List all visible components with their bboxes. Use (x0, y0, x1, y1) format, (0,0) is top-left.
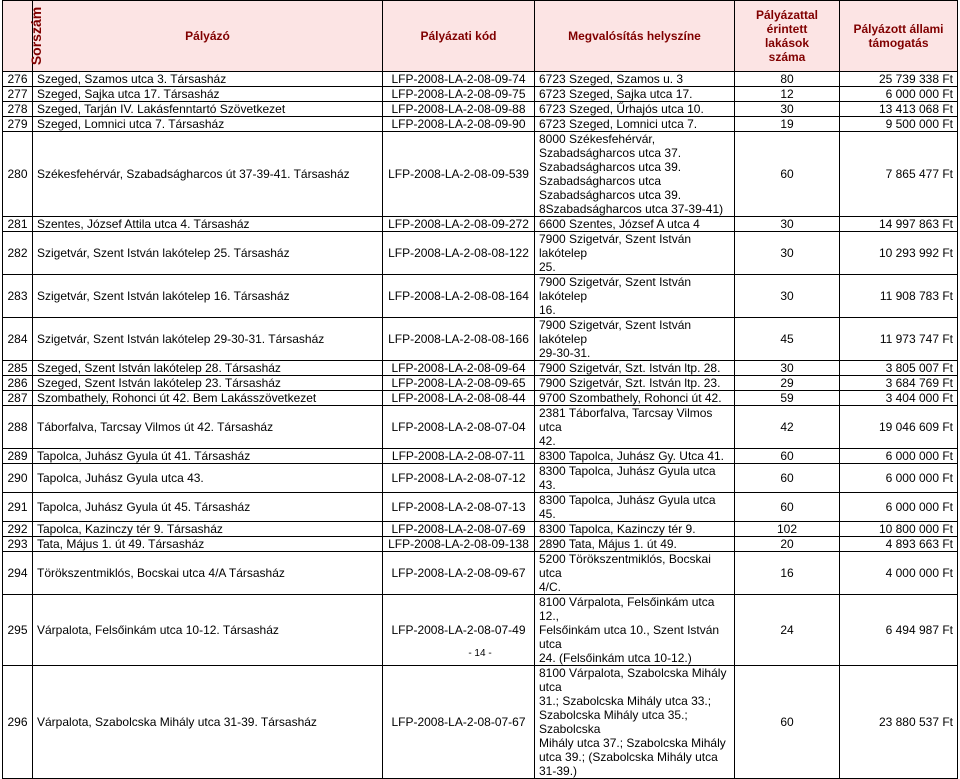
location-cell: 7900 Szigetvár, Szt. István ltp. 28. (535, 361, 735, 376)
grant-amount-cell: 23 880 537 Ft (840, 666, 958, 779)
flat-count-cell: 60 (735, 666, 840, 779)
table-row (3, 493, 958, 522)
row-number: 289 (3, 449, 33, 464)
grant-amount-cell: 4 893 663 Ft (840, 537, 958, 552)
row-number: 296 (3, 666, 33, 779)
header-support-line: támogatás (868, 36, 929, 50)
location-cell: 9700 Szombathely, Rohonci út 42. (535, 391, 735, 406)
flat-count-cell: 60 (735, 464, 840, 493)
location-cell: 8000 Székesfehérvár, Szabadságharcos utca 37. Szabadságharcos utca 39. Szabadságharcos utca Szabadságharcos utca 39. 8Szabadságharcos utca 37-39-41) (535, 132, 735, 217)
application-code-cell: LFP-2008-LA-2-08-07-49 (383, 595, 535, 666)
applicant-cell: Szeged, Lomnici utca 7. Társasház (33, 117, 383, 132)
application-code-cell: LFP-2008-LA-2-08-08-164 (383, 275, 535, 318)
flat-count-cell: 30 (735, 102, 840, 117)
location-cell: 7900 Szigetvár, Szent István lakótelep 25. (535, 232, 735, 275)
row-number: 294 (3, 552, 33, 595)
flat-count-cell: 30 (735, 232, 840, 275)
table-row (3, 666, 958, 779)
grant-amount-cell: 4 000 000 Ft (840, 552, 958, 595)
table-row (3, 537, 958, 552)
application-code-cell: LFP-2008-LA-2-08-08-44 (383, 391, 535, 406)
flat-count-cell: 30 (735, 361, 840, 376)
application-code-cell: LFP-2008-LA-2-08-07-13 (383, 493, 535, 522)
applicant-cell: Szombathely, Rohonci út 42. Bem Lakásszövetkezet (33, 391, 383, 406)
table-row (3, 552, 958, 595)
grant-amount-cell: 6 000 000 Ft (840, 87, 958, 102)
flat-count-cell: 19 (735, 117, 840, 132)
table-row (3, 87, 958, 102)
header-support-line: Pályázott állami (853, 22, 944, 36)
table-row (3, 72, 958, 87)
application-code-cell: LFP-2008-LA-2-08-09-539 (383, 132, 535, 217)
row-number: 277 (3, 87, 33, 102)
grant-amount-cell: 6 494 987 Ft (840, 595, 958, 666)
applicant-cell: Szigetvár, Szent István lakótelep 16. Társasház (33, 275, 383, 318)
row-number: 288 (3, 406, 33, 449)
applicant-cell: Szentes, József Attila utca 4. Társasház (33, 217, 383, 232)
header-place: Megvalósítás helyszíne (535, 1, 735, 72)
grant-amount-cell: 14 997 863 Ft (840, 217, 958, 232)
row-number: 287 (3, 391, 33, 406)
application-code-cell: LFP-2008-LA-2-08-07-67 (383, 666, 535, 779)
table-row (3, 522, 958, 537)
grant-amount-cell: 10 293 992 Ft (840, 232, 958, 275)
row-number: 282 (3, 232, 33, 275)
page-number: - 14 - (468, 648, 492, 659)
location-cell: 6600 Szentes, József A utca 4 (535, 217, 735, 232)
flat-count-cell: 60 (735, 132, 840, 217)
table-row (3, 376, 958, 391)
flat-count-cell: 102 (735, 522, 840, 537)
grant-amount-cell: 3 684 769 Ft (840, 376, 958, 391)
table-row (3, 275, 958, 318)
applicant-cell: Táborfalva, Tarcsay Vilmos út 42. Társasház (33, 406, 383, 449)
application-code-cell: LFP-2008-LA-2-08-09-67 (383, 552, 535, 595)
location-cell: 6723 Szeged, Űrhajós utca 10. (535, 102, 735, 117)
applicant-cell: Szeged, Szamos utca 3. Társasház (33, 72, 383, 87)
applicant-cell: Tapolca, Kazinczy tér 9. Társasház (33, 522, 383, 537)
location-cell: 5200 Törökszentmiklós, Bocskai utca 4/C. (535, 552, 735, 595)
application-code-cell: LFP-2008-LA-2-08-09-75 (383, 87, 535, 102)
location-cell: 6723 Szeged, Szamos u. 3 (535, 72, 735, 87)
flat-count-cell: 20 (735, 537, 840, 552)
header-applicant: Pályázó (33, 1, 383, 72)
row-number: 279 (3, 117, 33, 132)
applicant-cell: Szeged, Szent István lakótelep 23. Társasház (33, 376, 383, 391)
flat-count-cell: 16 (735, 552, 840, 595)
applicant-cell: Törökszentmiklós, Bocskai utca 4/A Társasház (33, 552, 383, 595)
application-code-cell: LFP-2008-LA-2-08-09-138 (383, 537, 535, 552)
header-code: Pályázati kód (383, 1, 535, 72)
grant-amount-cell: 25 739 338 Ft (840, 72, 958, 87)
grant-amount-cell: 11 973 747 Ft (840, 318, 958, 361)
application-code-cell: LFP-2008-LA-2-08-09-64 (383, 361, 535, 376)
flat-count-cell: 24 (735, 595, 840, 666)
application-code-cell: LFP-2008-LA-2-08-09-90 (383, 117, 535, 132)
header-support (840, 1, 958, 72)
grant-amount-cell: 19 046 609 Ft (840, 406, 958, 449)
row-number: 276 (3, 72, 33, 87)
table-row (3, 449, 958, 464)
table-body (3, 72, 958, 779)
applicant-cell: Várpalota, Felsőinkám utca 10-12. Társasház (33, 595, 383, 666)
location-cell: 7900 Szigetvár, Szent István lakótelep 29-30-31. (535, 318, 735, 361)
header-flats-line: Pályázattal (755, 8, 819, 22)
table-row (3, 217, 958, 232)
applicant-cell: Tata, Május 1. út 49. Társasház (33, 537, 383, 552)
table-row (3, 406, 958, 449)
row-number: 290 (3, 464, 33, 493)
row-number: 292 (3, 522, 33, 537)
flat-count-cell: 30 (735, 217, 840, 232)
application-code-cell: LFP-2008-LA-2-08-07-12 (383, 464, 535, 493)
row-number: 281 (3, 217, 33, 232)
location-cell: 8300 Tapolca, Juhász Gy. Utca 41. (535, 449, 735, 464)
row-number: 286 (3, 376, 33, 391)
table-row (3, 102, 958, 117)
applicant-cell: Szeged, Sajka utca 17. Társasház (33, 87, 383, 102)
grant-amount-cell: 11 908 783 Ft (840, 275, 958, 318)
flat-count-cell: 59 (735, 391, 840, 406)
row-number: 291 (3, 493, 33, 522)
grant-amount-cell: 9 500 000 Ft (840, 117, 958, 132)
flat-count-cell: 45 (735, 318, 840, 361)
row-number: 283 (3, 275, 33, 318)
row-number: 278 (3, 102, 33, 117)
location-cell: 8300 Tapolca, Kazinczy tér 9. (535, 522, 735, 537)
flat-count-cell: 30 (735, 275, 840, 318)
table-row (3, 132, 958, 217)
applicant-cell: Szigetvár, Szent István lakótelep 29-30-31. Társasház (33, 318, 383, 361)
location-cell: 8100 Várpalota, Felsőinkám utca 12., Felsőinkám utca 10., Szent István utca 24. (Felsőinkám utca 10-12.) (535, 595, 735, 666)
table-row (3, 464, 958, 493)
applicant-cell: Szigetvár, Szent István lakótelep 25. Társasház (33, 232, 383, 275)
header-serial (3, 1, 45, 72)
grant-amount-cell: 13 413 068 Ft (840, 102, 958, 117)
header-flats (735, 1, 840, 72)
header-serial-label: Sorszám (28, 6, 45, 65)
location-cell: 2381 Táborfalva, Tarcsay Vilmos utca 42. (535, 406, 735, 449)
applicant-cell: Szeged, Szent István lakótelep 28. Társasház (33, 361, 383, 376)
location-cell: 6723 Szeged, Sajka utca 17. (535, 87, 735, 102)
applicant-cell: Tapolca, Juhász Gyula utca 43. (33, 464, 383, 493)
table-row (3, 318, 958, 361)
row-number: 284 (3, 318, 33, 361)
flat-count-cell: 80 (735, 72, 840, 87)
header-flats-line: lakások (764, 36, 810, 50)
flat-count-cell: 29 (735, 376, 840, 391)
location-cell: 8300 Tapolca, Juhász Gyula utca 43. (535, 464, 735, 493)
flat-count-cell: 12 (735, 87, 840, 102)
applicant-cell: Tapolca, Juhász Gyula út 41. Társasház (33, 449, 383, 464)
flat-count-cell: 60 (735, 449, 840, 464)
grant-amount-cell: 7 865 477 Ft (840, 132, 958, 217)
table-header-row (3, 1, 958, 72)
application-code-cell: LFP-2008-LA-2-08-08-166 (383, 318, 535, 361)
table-row (3, 391, 958, 406)
application-code-cell: LFP-2008-LA-2-08-08-122 (383, 232, 535, 275)
application-code-cell: LFP-2008-LA-2-08-09-88 (383, 102, 535, 117)
row-number: 293 (3, 537, 33, 552)
table-row (3, 361, 958, 376)
header-flats-line: érintett (766, 22, 808, 36)
location-cell: 2890 Tata, Május 1. út 49. (535, 537, 735, 552)
location-cell: 6723 Szeged, Lomnici utca 7. (535, 117, 735, 132)
row-number: 285 (3, 361, 33, 376)
grant-amount-cell: 6 000 000 Ft (840, 464, 958, 493)
location-cell: 8100 Várpalota, Szabolcska Mihály utca 31.; Szabolcska Mihály utca 33.; Szabolcska Mihály utca 35.; Szabolcska Mihály utca 37.; Szabolcska Mihály utca 39.; (Szabolcska Mihály utca 31-39.) (535, 666, 735, 779)
application-code-cell: LFP-2008-LA-2-08-09-65 (383, 376, 535, 391)
grant-amount-cell: 10 800 000 Ft (840, 522, 958, 537)
grant-amount-cell: 6 000 000 Ft (840, 493, 958, 522)
flat-count-cell: 42 (735, 406, 840, 449)
location-cell: 8300 Tapolca, Juhász Gyula utca 45. (535, 493, 735, 522)
location-cell: 7900 Szigetvár, Szt. István ltp. 23. (535, 376, 735, 391)
application-code-cell: LFP-2008-LA-2-08-07-69 (383, 522, 535, 537)
applicant-cell: Várpalota, Szabolcska Mihály utca 31-39. Társasház (33, 666, 383, 779)
application-code-cell: LFP-2008-LA-2-08-07-04 (383, 406, 535, 449)
application-code-cell: LFP-2008-LA-2-08-09-74 (383, 72, 535, 87)
location-cell: 7900 Szigetvár, Szent István lakótelep 16. (535, 275, 735, 318)
flat-count-cell: 60 (735, 493, 840, 522)
grant-table (2, 0, 958, 779)
applicant-cell: Szeged, Tarján IV. Lakásfenntartó Szövetkezet (33, 102, 383, 117)
table-row (3, 117, 958, 132)
applicant-cell: Tapolca, Juhász Gyula út 45. Társasház (33, 493, 383, 522)
grant-amount-cell: 6 000 000 Ft (840, 449, 958, 464)
grant-amount-cell: 3 805 007 Ft (840, 361, 958, 376)
header-flats-line: száma (768, 50, 806, 64)
applicant-cell: Székesfehérvár, Szabadságharcos út 37-39-41. Társasház (33, 132, 383, 217)
row-number: 280 (3, 132, 33, 217)
application-code-cell: LFP-2008-LA-2-08-07-11 (383, 449, 535, 464)
application-code-cell: LFP-2008-LA-2-08-09-272 (383, 217, 535, 232)
row-number: 295 (3, 595, 33, 666)
table-row (3, 232, 958, 275)
grant-amount-cell: 3 404 000 Ft (840, 391, 958, 406)
